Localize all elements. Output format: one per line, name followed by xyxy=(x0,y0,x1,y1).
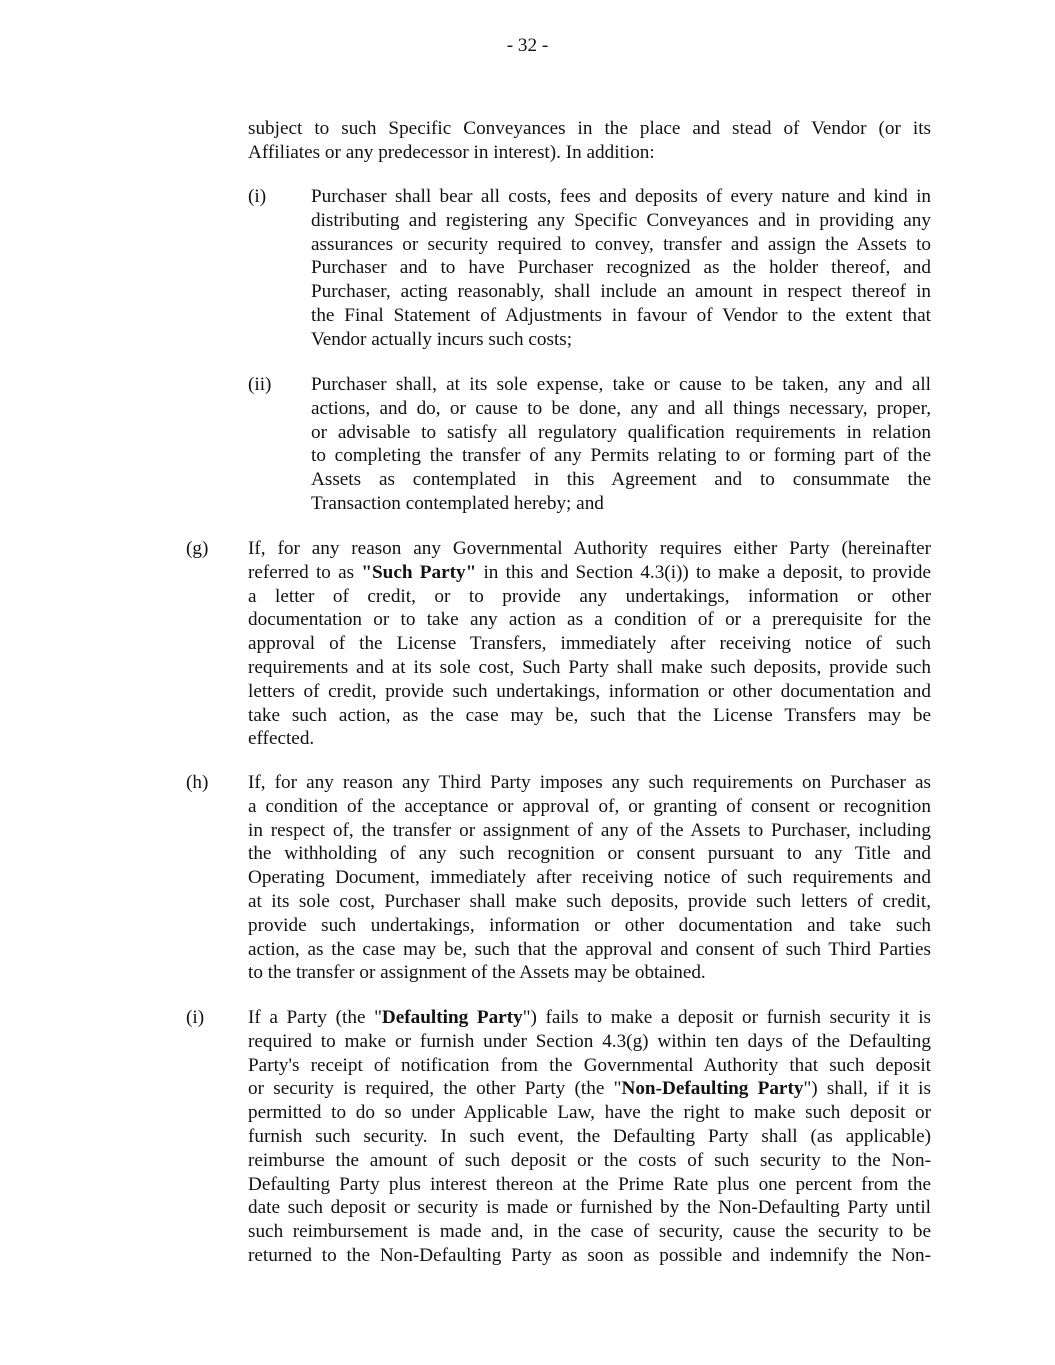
text-run: in this and Section 4.3(i)) to make a deposit, to provide xyxy=(476,561,931,583)
text-line: Purchaser shall bear all costs, fees and deposits of every nature and kind in xyxy=(311,186,931,207)
text-line xyxy=(248,1244,931,1268)
text-line xyxy=(248,842,931,866)
text-run: such reimbursement is made and, in the case of security, cause the security to be xyxy=(248,1221,931,1243)
text-line xyxy=(248,585,931,609)
text-line: Purchaser, acting reasonably, shall include an amount in respect thereof in xyxy=(311,281,931,303)
text-run: furnish such security. In such event, the Defaulting Party shall (as applicable) xyxy=(248,1125,931,1147)
text-run: required to make or furnish under Section 4.3(g) within ten days of the Defaulting xyxy=(248,1030,931,1052)
defined-term: Non-Defaulting Party xyxy=(621,1078,804,1100)
text-line xyxy=(248,1125,931,1149)
text-line xyxy=(248,890,931,914)
text-line: assurances or security required to convey, transfer and assign the Assets to xyxy=(311,233,931,255)
text-run: to the transfer or assignment of the Assets may be obtained. xyxy=(248,962,706,984)
text-line xyxy=(248,537,931,561)
page-number: - 32 - xyxy=(506,35,549,56)
section-text xyxy=(248,771,931,985)
text-run: letters of credit, provide such undertakings, information or other documentation and xyxy=(248,680,931,702)
text-line xyxy=(248,1030,931,1054)
item-label: (ii) xyxy=(248,374,272,395)
text-run: provide such undertakings, information or other documentation and take such xyxy=(248,914,931,936)
item-text xyxy=(311,185,931,352)
text-line: actions, and do, or cause to be done, any and all things necessary, proper, xyxy=(311,397,931,419)
text-line xyxy=(248,608,931,632)
section-text xyxy=(248,1006,931,1268)
text-line: the Final Statement of Adjustments in favour of Vendor to the extent that xyxy=(311,304,931,326)
text-line: to completing the transfer of any Permits relating to or forming part of the xyxy=(311,445,931,467)
text-line xyxy=(248,727,931,751)
defined-term: "Such Party" xyxy=(361,561,477,583)
text-line xyxy=(248,1054,931,1078)
text-run: the withholding of any such recognition or consent pursuant to any Title and xyxy=(248,843,931,865)
text-run: at its sole cost, Purchaser shall make such deposits, provide such letters of credit, xyxy=(248,890,931,912)
text-run: date such deposit or security is made or furnished by the Non-Defaulting Party until xyxy=(248,1197,931,1219)
text-run: permitted to do so under Applicable Law, have the right to make such deposit or xyxy=(248,1102,931,1124)
defined-term: Defaulting Party xyxy=(381,1007,523,1028)
text-run: If, for any reason any Governmental Authority requires either Party (hereinafter xyxy=(248,538,931,559)
text-line xyxy=(248,914,931,938)
text-line xyxy=(248,656,931,680)
text-line xyxy=(248,795,931,819)
text-line xyxy=(248,1149,931,1173)
text-line: Assets as contemplated in this Agreement and to consummate the xyxy=(311,469,931,491)
text-line xyxy=(248,1220,931,1244)
text-run: take such action, as the case may be, such that the License Transfers may be xyxy=(248,704,931,726)
text-line: Transaction contemplated hereby; and xyxy=(311,492,604,514)
text-run: ") shall, if it is xyxy=(803,1078,931,1100)
text-run: Party's receipt of notification from the Governmental Authority that such deposit xyxy=(248,1054,931,1076)
text-line xyxy=(248,1196,931,1220)
text-line: subject to such Specific Conveyances in the place and stead of Vendor (or its xyxy=(248,118,931,139)
text-line: Purchaser shall, at its sole expense, take or cause to be taken, any and all xyxy=(311,374,931,395)
text-run: a condition of the acceptance or approval of, or granting of consent or recognition xyxy=(248,795,931,817)
text-line xyxy=(248,866,931,890)
text-run: returned to the Non-Defaulting Party as soon as possible and indemnify the Non- xyxy=(248,1244,931,1266)
intro-text xyxy=(248,117,931,165)
text-line: Vendor actually incurs such costs; xyxy=(311,328,573,350)
text-run: or security is required, the other Party (the " xyxy=(248,1078,622,1100)
item-text xyxy=(311,373,931,516)
text-run: documentation or to take any action as a condition of or a prerequisite for the xyxy=(248,609,931,631)
text-line xyxy=(248,704,931,728)
section-text xyxy=(248,537,931,751)
text-line xyxy=(248,961,931,985)
text-run: If, for any reason any Third Party imposes any such requirements on Purchaser as xyxy=(248,772,931,793)
text-line: distributing and registering any Specific Conveyances and in providing any xyxy=(311,209,931,231)
text-run: approval of the License Transfers, immediately after receiving notice of such xyxy=(248,633,931,655)
text-line xyxy=(248,1077,931,1101)
text-run: action, as the case may be, such that the approval and consent of such Third Parties xyxy=(248,938,931,960)
text-run: requirements and at its sole cost, Such Party shall make such deposits, provide such xyxy=(248,656,931,678)
text-run: in respect of, the transfer or assignment of any of the Assets to Purchaser, including xyxy=(248,819,931,841)
text-line xyxy=(248,632,931,656)
text-line xyxy=(248,1006,931,1030)
text-run: If a Party (the " xyxy=(248,1007,382,1028)
section-label: (g) xyxy=(186,538,209,559)
text-line: Purchaser and to have Purchaser recognized as the holder thereof, and xyxy=(311,257,931,279)
text-line xyxy=(248,680,931,704)
text-run: a letter of credit, or to provide any undertakings, information or other xyxy=(248,585,931,607)
item-label: (i) xyxy=(248,186,267,207)
text-line xyxy=(248,1173,931,1197)
text-run: reimburse the amount of such deposit or the costs of such security to the Non- xyxy=(248,1149,931,1171)
text-run: effected. xyxy=(248,728,315,750)
text-line xyxy=(248,819,931,843)
section-label: (h) xyxy=(186,772,209,793)
text-line xyxy=(248,771,931,795)
text-line xyxy=(248,561,931,585)
text-line xyxy=(248,1101,931,1125)
text-line: Affiliates or any predecessor in interest). In addition: xyxy=(248,141,655,163)
text-run: ") fails to make a deposit or furnish security it is xyxy=(522,1007,931,1028)
text-line: or advisable to satisfy all regulatory qualification requirements in relation xyxy=(311,421,931,443)
text-run: Operating Document, immediately after receiving notice of such requirements and xyxy=(248,867,931,889)
text-run: Defaulting Party plus interest thereon at the Prime Rate plus one percent from the xyxy=(248,1173,931,1195)
text-line xyxy=(248,938,931,962)
text-run: referred to as xyxy=(248,561,362,583)
section-label: (i) xyxy=(186,1007,205,1028)
